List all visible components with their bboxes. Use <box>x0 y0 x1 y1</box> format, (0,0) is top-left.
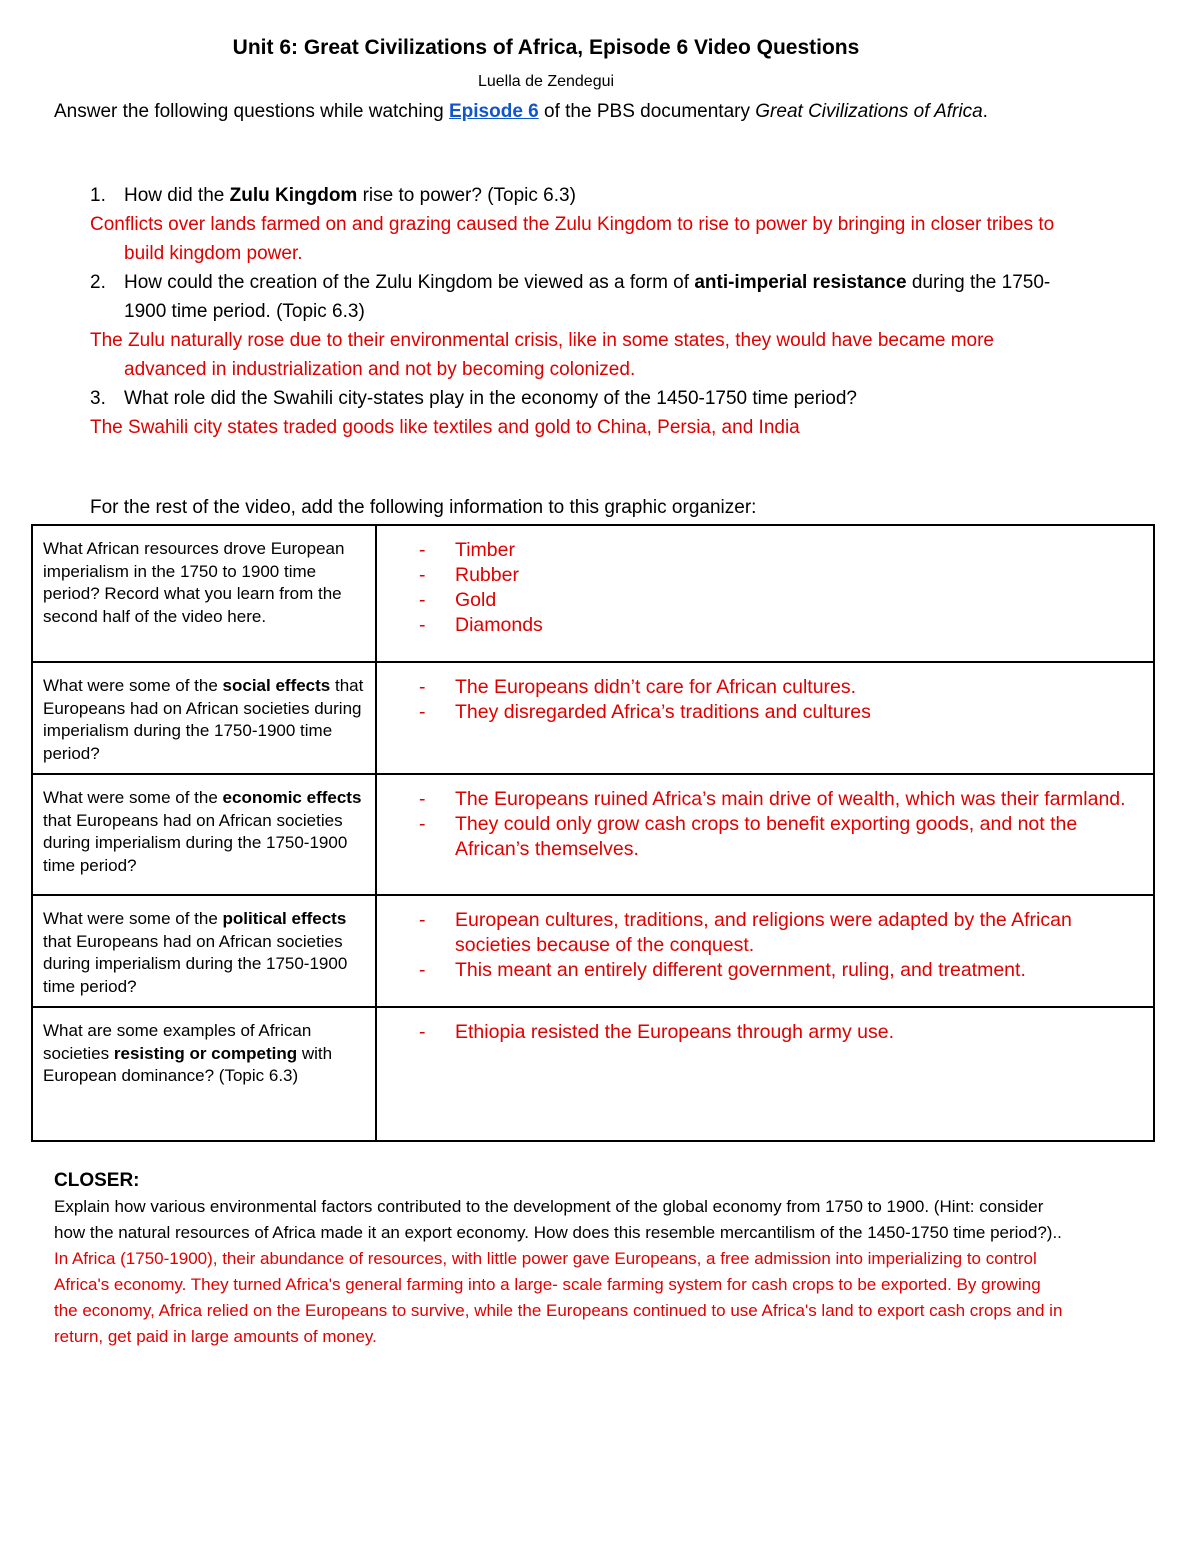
prompt-text-end: with European dominance? (Topic 6.3) <box>43 1043 333 1085</box>
closer-answer: In Africa (1750-1900), their abundance of resources, with little power gave Europeans, a free admission into imperializing to control Africa's economy. They turned Africa's general farming into a large- scale farming system for cash crops to be exported. By growing the economy, Africa relied on the Europeans to survive, while the Europeans continued to use Africa's land to export cash crops and in return, get paid in large amounts of money. <box>54 1249 1063 1346</box>
question-number: 3. <box>90 388 106 409</box>
documentary-title: Great Civilizations of Africa <box>755 101 983 122</box>
answer-text: The Zulu naturally rose due to their environmental crisis, like in some states, they would have became more advanced in industrialization and not by becoming colonized. <box>90 330 994 380</box>
question-item <box>90 268 1060 326</box>
bullet-dash: - <box>419 701 426 723</box>
bullet-text: Timber <box>455 539 515 561</box>
question-item <box>90 384 1060 413</box>
question-number: 1. <box>90 185 106 206</box>
question-list <box>90 181 1060 442</box>
bullet-text: Rubber <box>455 564 519 586</box>
bullet-dash: - <box>419 1021 426 1043</box>
bullet-text: The Europeans ruined Africa’s main drive of wealth, which was their farmland. <box>455 788 1126 810</box>
bullet-dash: - <box>419 539 426 561</box>
prompt-text: What were some of the <box>43 788 223 807</box>
prompt-keyword: social effects <box>222 676 331 695</box>
question-keyword: anti-imperial resistance <box>694 272 907 293</box>
organizer-response <box>376 1007 1154 1141</box>
prompt-keyword: economic effects <box>222 788 362 807</box>
prompt-text-end: that Europeans had on African societies during imperialism during the 1750-1900 time period? <box>43 676 364 763</box>
response-bullet <box>419 787 1143 812</box>
prompt-text-end: that Europeans had on African societies during imperialism during the 1750-1900 time period? <box>43 810 348 875</box>
closer-body <box>54 1194 1064 1350</box>
organizer-prompt <box>32 1007 376 1141</box>
document-title: Unit 6: Great Civilizations of Africa, Episode 6 Video Questions <box>232 36 860 59</box>
question-text-end: during the 1750-1900 time period. (Topic 6.3) <box>124 272 1051 322</box>
prompt-text: What African resources drove European imperialism in the 1750 to 1900 time period? Record what you learn from the second half of the video here. <box>43 539 345 626</box>
bullet-dash: - <box>419 813 426 835</box>
bullet-text: The Europeans didn’t care for African cultures. <box>455 676 857 698</box>
prompt-text: What were some of the <box>43 676 223 695</box>
organizer-instructions: For the rest of the video, add the following information to this graphic organizer: <box>90 497 757 518</box>
organizer-response <box>376 774 1154 895</box>
organizer-row <box>32 1007 1154 1141</box>
intro-paragraph <box>54 97 1064 126</box>
intro-text-middle: of the PBS documentary <box>538 101 756 122</box>
bullet-text: Diamonds <box>455 614 543 636</box>
organizer-response <box>376 662 1154 774</box>
bullet-dash: - <box>419 676 426 698</box>
bullet-text: Gold <box>455 589 497 611</box>
question-text: What role did the Swahili city-states play in the economy of the 1450-1750 time period? <box>124 388 857 409</box>
question-keyword: Zulu Kingdom <box>229 185 358 206</box>
question-item <box>90 181 1060 210</box>
author-name: Luella de Zendegui <box>477 73 615 90</box>
intro-text-end: . <box>982 101 988 122</box>
bullet-text: They could only grow cash crops to benefit exporting goods, and not the African’s themselves. <box>455 813 1078 860</box>
response-bullet <box>419 700 1143 725</box>
bullet-text: European cultures, traditions, and religions were adapted by the African societies because of the conquest. <box>455 909 1072 956</box>
bullet-dash: - <box>419 959 426 981</box>
organizer-row <box>32 662 1154 774</box>
closer-section <box>54 1168 1064 1350</box>
organizer-response <box>376 895 1154 1007</box>
bullet-dash: - <box>419 564 426 586</box>
response-bullet <box>419 538 1143 563</box>
bullet-dash: - <box>419 589 426 611</box>
closer-prompt: Explain how various environmental factors contributed to the development of the global economy from 1750 to 1900. (Hint: consider how the natural resources of Africa made it an export economy. How does this resemble mercantilism of the 1450-1750 time period?).. <box>54 1197 1062 1242</box>
bullet-dash: - <box>419 614 426 636</box>
bullet-dash: - <box>419 909 426 931</box>
prompt-text: What were some of the <box>43 909 223 928</box>
organizer-prompt <box>32 895 376 1007</box>
organizer-row <box>32 525 1154 662</box>
response-bullet <box>419 908 1143 958</box>
answer-text: The Swahili city states traded goods like textiles and gold to China, Persia, and India <box>90 417 800 438</box>
response-bullet <box>419 1020 1143 1045</box>
response-bullet <box>419 588 1143 613</box>
organizer-row <box>32 895 1154 1007</box>
question-text: How did the <box>124 185 230 206</box>
prompt-keyword: political effects <box>222 909 347 928</box>
answer-text: Conflicts over lands farmed on and grazing caused the Zulu Kingdom to rise to power by bringing in closer tribes to build kingdom power. <box>90 214 1055 264</box>
prompt-text-end: that Europeans had on African societies during imperialism during the 1750-1900 time period? <box>43 931 348 996</box>
bullet-text: Ethiopia resisted the Europeans through army use. <box>455 1021 895 1043</box>
prompt-keyword: resisting or competing <box>113 1043 298 1063</box>
organizer-prompt <box>32 774 376 895</box>
question-number: 2. <box>90 272 106 293</box>
graphic-organizer-table <box>31 524 1155 1142</box>
bullet-text: This meant an entirely different government, ruling, and treatment. <box>455 959 1026 981</box>
closer-heading: CLOSER: <box>54 1170 140 1191</box>
organizer-response <box>376 525 1154 662</box>
response-bullet <box>419 958 1143 983</box>
question-text: How could the creation of the Zulu Kingdom be viewed as a form of <box>124 272 695 293</box>
response-bullet <box>419 613 1143 638</box>
question-text-end: rise to power? (Topic 6.3) <box>357 185 576 206</box>
organizer-prompt <box>32 662 376 774</box>
episode-link[interactable]: Episode 6 <box>449 101 539 122</box>
bullet-text: They disregarded Africa’s traditions and cultures <box>455 701 871 723</box>
response-bullet <box>419 563 1143 588</box>
bullet-dash: - <box>419 788 426 810</box>
organizer-prompt <box>32 525 376 662</box>
organizer-row <box>32 774 1154 895</box>
prompt-text: What are some examples of African societies <box>43 1021 312 1063</box>
response-bullet <box>419 675 1143 700</box>
intro-text: Answer the following questions while watching <box>54 101 449 122</box>
response-bullet <box>419 812 1143 862</box>
